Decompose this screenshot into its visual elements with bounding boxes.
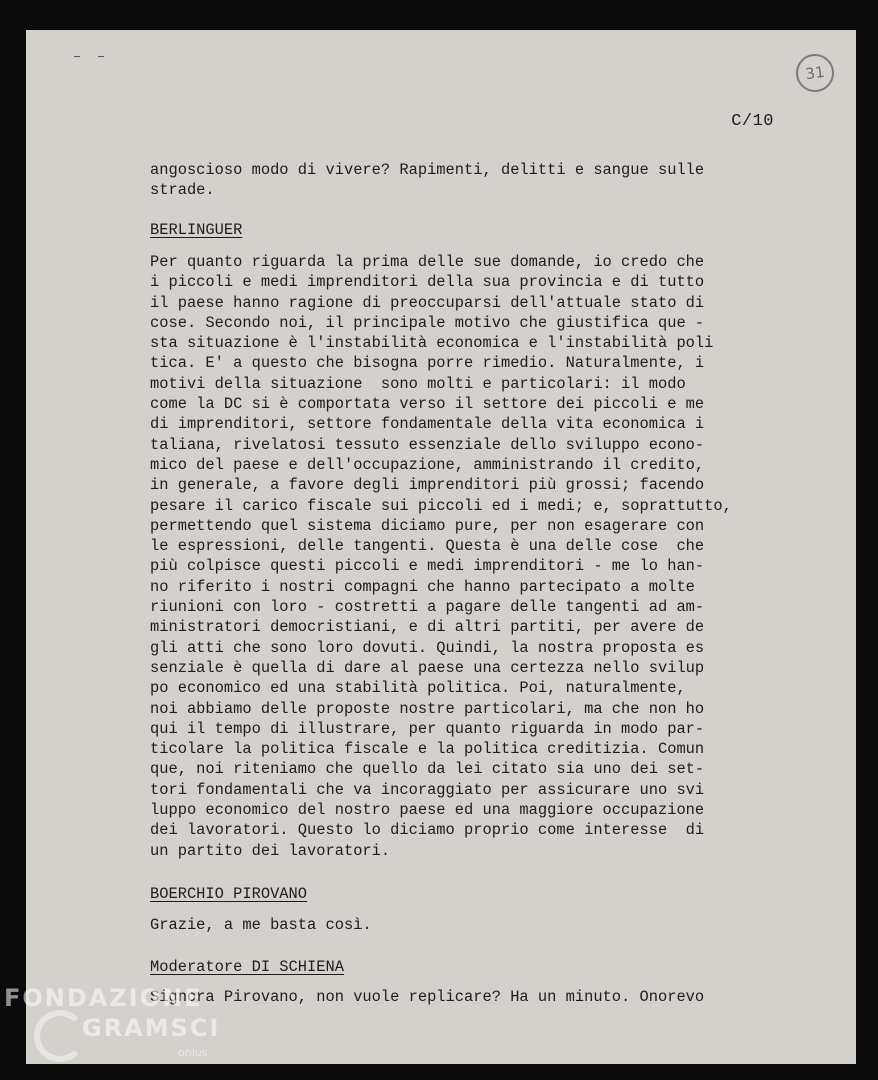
speaker-text-berlinguer: Per quanto riguarda la prima delle sue domande, io credo che i piccoli e medi imprenditori della sua provincia e di tutto il paese hanno ragione di preoccuparsi dell'attuale stato di cose. Secondo noi, il principale motivo che giustifica que - sta situazione è l'instabilità economica e l'instabilità poli tica. E' a questo che bisogna porre rimedio. Naturalmente, i motivi della situazione sono molti e particolari: il modo come la DC si è comportata verso il settore dei piccoli e me di imprenditori, settore fondamentale della vita economica i taliana, rivelatosi tessuto essenziale dello sviluppo econo- mico del paese e dell'occupazione, amministrando il credito, in generale, a favore degli imprenditori più grossi; facendo pesare il carico fiscale sui piccoli ed i medi; e, soprattutto, permettendo quel sistema diciamo pure, per non esagerare con le espressioni, delle tangenti. Questa è una delle cose che più colpisce questi piccoli e medi imprenditori - me lo han- no riferito i nostri compagni che hanno partecipato a molte riunioni con loro - costretti a pagare delle tangenti ad am- ministratori democristiani, e di altri partiti, per avere de gli atti che sono loro dovuti. Quindi, la nostra proposta es senziale è quella di dare al paese una certezza nello svilup po economico ed una stabilità politica. Poi, naturalmente, noi abbiamo delle proposte nostre particolari, ma che non ho qui il tempo di illustrare, per quanto riguarda in modo par- ticolare la politica fiscale e la politica creditizia. Comun que, noi riteniamo che quello da lei citato sia uno dei set- tori fondamentali che va incoraggiato per assicurare uno svi luppo economico del nostro paese ed una maggiore occupazione dei lavoratori. Questo lo diciamo proprio come interesse di un partito dei lavoratori. (150, 253, 732, 860)
margin-mark (74, 56, 80, 57)
watermark-line1: FONDAZIONE (4, 984, 203, 1012)
watermark-line3: onlus (178, 1046, 208, 1059)
speaker-text-boerchio-pirovano: Grazie, a me basta così. (150, 916, 372, 934)
opening-paragraph: angoscioso modo di vivere? Rapimenti, delitti e sangue sulle strade. (150, 161, 705, 200)
margin-mark (98, 56, 104, 57)
speaker-heading-berlinguer: BERLINGUER (150, 221, 243, 239)
speaker-heading-boerchio-pirovano: BOERCHIO PIROVANO (150, 885, 308, 903)
watermark-line2: GRAMSCI (82, 1014, 221, 1042)
document-page (26, 30, 856, 1064)
speaker-text-moderatore: Signora Pirovano, non vuole replicare? Ha un minuto. Onorevo (150, 988, 705, 1006)
speaker-heading-moderatore: Moderatore DI SCHIENA (150, 958, 344, 976)
page-number: C/10 (731, 112, 774, 131)
archive-stamp: 31 (794, 52, 837, 95)
